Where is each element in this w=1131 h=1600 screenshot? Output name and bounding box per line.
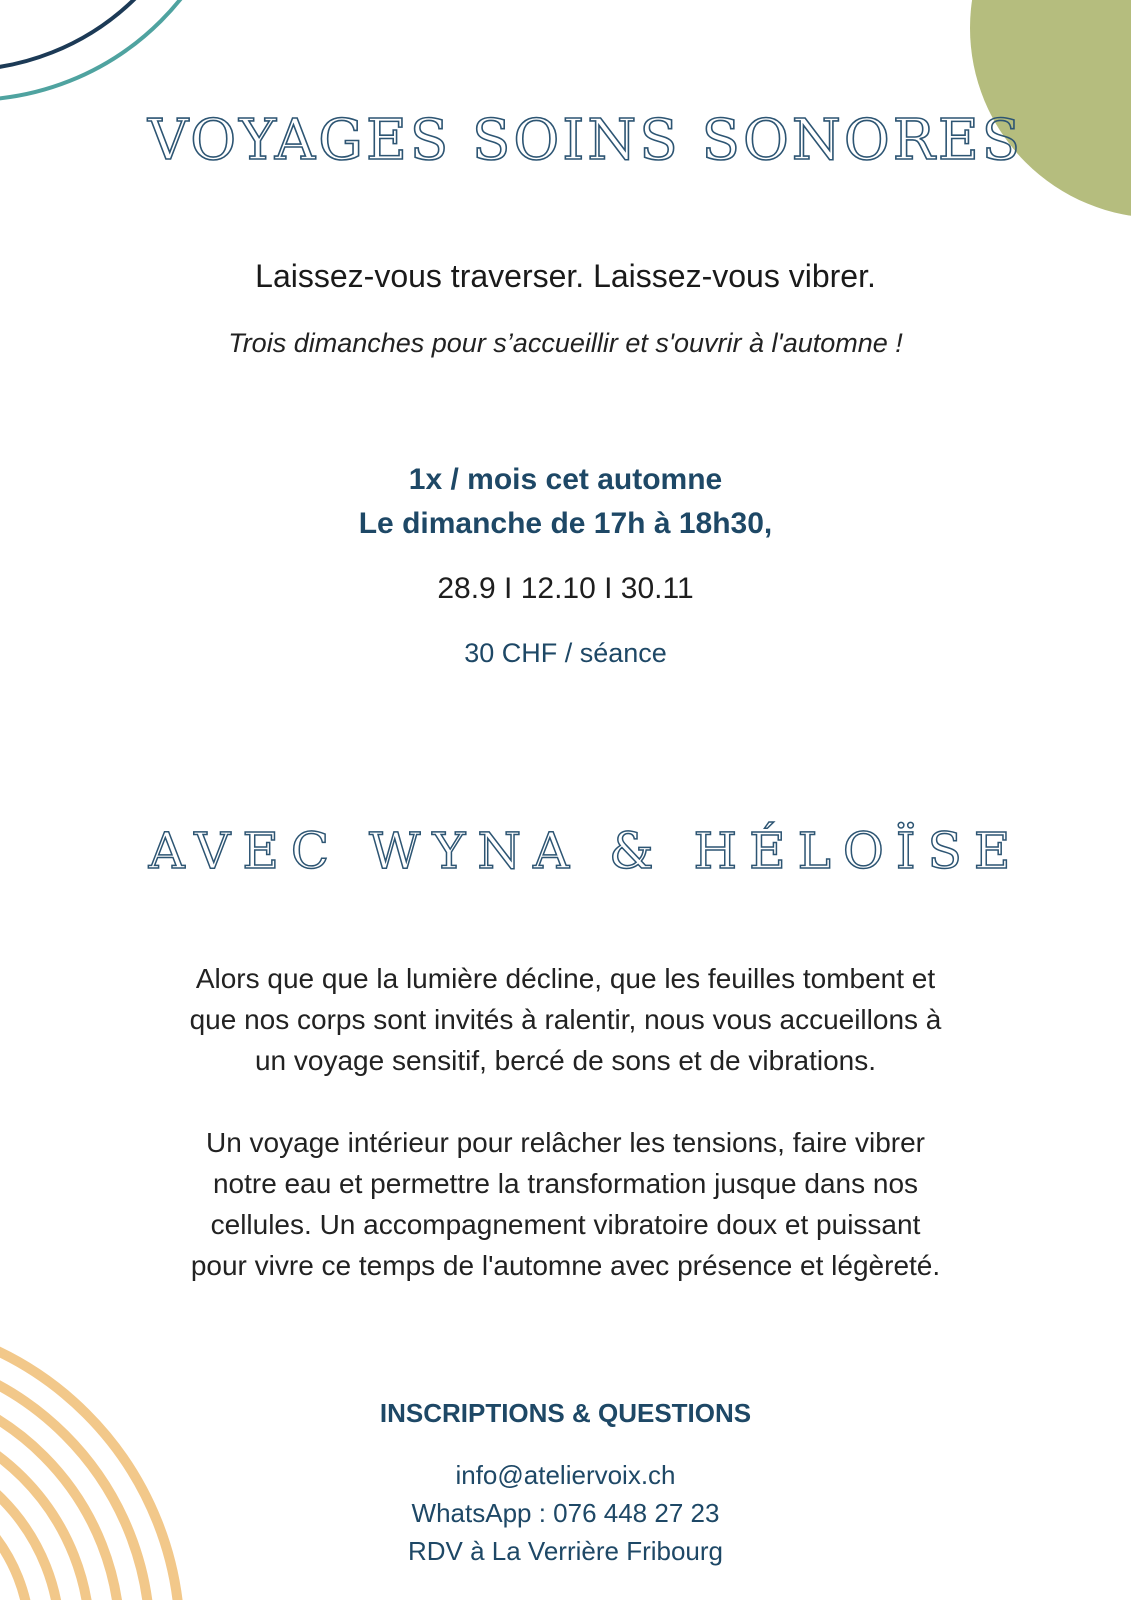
dates-text: 28.9 I 12.10 I 30.11 — [437, 572, 694, 605]
contact-block — [0, 1456, 1131, 1570]
page-title: VOYAGES SOINS SONORES — [147, 108, 1024, 173]
email-link[interactable]: info@ateliervoix.ch — [455, 1460, 676, 1490]
hosts-heading: AVEC WYNA & HÉLOÏSE — [148, 822, 1023, 880]
top-left-arcs — [0, 0, 240, 100]
paragraph-line: pour vivre ce temps de l'automne avec présence et légèreté. — [190, 1250, 941, 1281]
frequency-text: 1x / mois cet automne — [408, 463, 723, 496]
price-text: 30 CHF / séance — [464, 638, 667, 668]
whatsapp-text: WhatsApp : 076 448 27 23 — [411, 1498, 720, 1528]
paragraph-line: un voyage sensitif, bercé de sons et de vibrations. — [254, 1045, 877, 1076]
description-paragraph-2 — [0, 1122, 1131, 1286]
paragraph-line: que nos corps sont invités à ralentir, nous vous accueillons à — [189, 1004, 942, 1035]
location-text: RDV à La Verrière Fribourg — [407, 1536, 724, 1566]
time-text: Le dimanche de 17h à 18h30, — [358, 507, 773, 540]
subtitle: Trois dimanches pour s’accueillir et s'ouvrir à l'automne ! — [228, 328, 903, 358]
paragraph-line: Alors que que la lumière décline, que les feuilles tombent et — [195, 963, 936, 994]
paragraph-line: Un voyage intérieur pour relâcher les tensions, faire vibrer — [205, 1127, 926, 1158]
tagline: Laissez-vous traverser. Laissez-vous vibrer. — [255, 258, 876, 294]
description-paragraph-1 — [0, 958, 1131, 1081]
paragraph-line: cellules. Un accompagnement vibratoire doux et puissant — [210, 1209, 921, 1240]
paragraph-line: notre eau et permettre la transformation jusque dans nos — [212, 1168, 919, 1199]
contact-heading: INSCRIPTIONS & QUESTIONS — [379, 1398, 752, 1428]
schedule-block — [0, 458, 1131, 546]
